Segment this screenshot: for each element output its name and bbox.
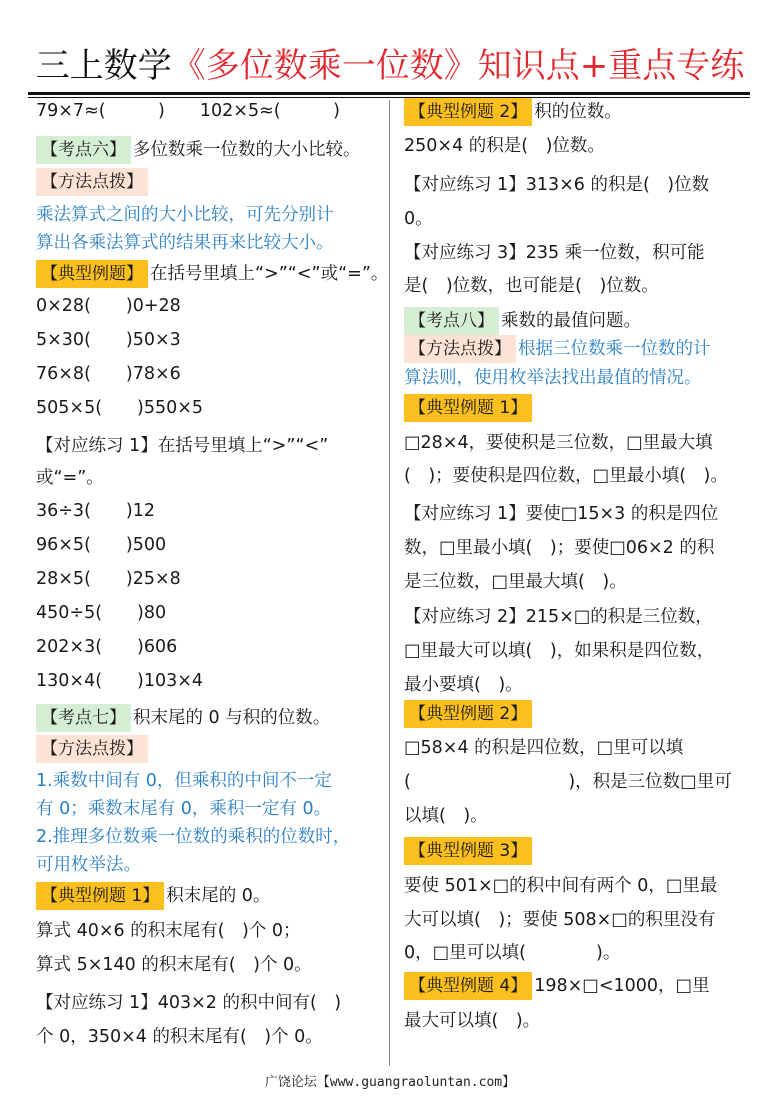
method-tip-2 bbox=[36, 735, 150, 763]
zeros-practice-a: 【对应练习 1】403×2 的积中间有( ) bbox=[36, 993, 342, 1013]
method-tag-1: 【方法点拨】 bbox=[36, 168, 148, 196]
example-tag-max-1: 【典型例题 1】 bbox=[404, 394, 532, 422]
practice-1-line-b: 或“=”。 bbox=[36, 468, 104, 488]
footer-url: 【www.guangraoluntan.com】 bbox=[316, 1075, 516, 1090]
max1-line-2: ( )；要使积是四位数，□里最小填( )。 bbox=[404, 466, 728, 486]
compare-item-3: 76×8( )78×6 bbox=[36, 364, 181, 384]
method-tag-3: 【方法点拨】 bbox=[404, 335, 516, 363]
example-heading-max-4 bbox=[404, 972, 710, 1000]
example-tag-max-4: 【典型例题 4】 bbox=[404, 972, 532, 1000]
method-text-3a: 根据三位数乘一位数的计 bbox=[518, 339, 711, 359]
method-tip-3 bbox=[404, 335, 711, 363]
max2-line-1: □58×4 的积是四位数，□里可以填 bbox=[404, 738, 684, 758]
compare-item-1: 0×28( )0+28 bbox=[36, 296, 181, 316]
max1-practice-1c: 是三位数，□里最大填( )。 bbox=[404, 572, 627, 592]
method-text-1b: 算出各乘法算式的结果再来比较大小。 bbox=[36, 233, 334, 253]
example-text-max-4: 198×□<1000，□里 bbox=[534, 976, 710, 996]
digits-practice-1b: 0。 bbox=[404, 209, 433, 229]
page-title bbox=[0, 44, 780, 88]
title-rule bbox=[28, 92, 750, 95]
footer bbox=[0, 1074, 780, 1092]
kaodian8-text: 乘数的最值问题。 bbox=[501, 311, 641, 331]
method-text-1a: 乘法算式之间的大小比较，可先分别计 bbox=[36, 205, 334, 225]
zeros-item-2: 算式 5×140 的积末尾有( )个 0。 bbox=[36, 955, 312, 975]
example-tag-compare: 【典型例题】 bbox=[36, 260, 148, 288]
compare-item-2: 5×30( )50×3 bbox=[36, 330, 181, 350]
title-rule-thin bbox=[28, 97, 750, 98]
zeros-practice-b: 个 0，350×4 的积末尾有( )个 0。 bbox=[36, 1027, 323, 1047]
zeros-item-1: 算式 40×6 的积末尾有( )个 0； bbox=[36, 921, 301, 941]
practice-item-4: 450÷5( )80 bbox=[36, 603, 167, 623]
method-tag-2: 【方法点拨】 bbox=[36, 735, 148, 763]
kaodian7-tag: 【考点七】 bbox=[36, 704, 131, 732]
section-kaodian7 bbox=[36, 704, 330, 732]
estimate-line: 79×7≈( ) 102×5≈( ) bbox=[36, 101, 340, 121]
compare-item-4: 505×5( )550×5 bbox=[36, 398, 204, 418]
example-text-compare: 在括号里填上“>”“<”或“=”。 bbox=[150, 264, 389, 284]
title-grade: 三上数学 bbox=[35, 46, 172, 86]
max1-practice-1b: 数，□里最小填( )；要使□06×2 的积 bbox=[404, 538, 715, 558]
max1-practice-2b: □里最大可以填( )，如果积是四位数， bbox=[404, 641, 715, 661]
method-text-3b: 算法则，使用枚举法找出最值的情况。 bbox=[404, 368, 702, 388]
method-text-2a: 1.乘数中间有 0，但乘积的中间不一定 bbox=[36, 771, 332, 791]
method-text-2d: 可用枚举法。 bbox=[36, 855, 141, 875]
max3-line-1: 要使 501×□的积中间有两个 0，□里最 bbox=[404, 876, 718, 896]
max3-line-2: 大可以填( )；要使 508×□的积里没有 bbox=[404, 910, 716, 930]
column-divider bbox=[389, 100, 390, 1066]
max1-line-1: □28×4，要使积是三位数，□里最大填 bbox=[404, 433, 713, 453]
example-tag-digits: 【典型例题 2】 bbox=[404, 98, 532, 126]
max4-line-2: 最大可以填( )。 bbox=[404, 1011, 541, 1031]
example-heading-compare bbox=[36, 260, 388, 288]
example-heading-zeros bbox=[36, 882, 270, 910]
max2-line-2: ( )，积是三位数□里可 bbox=[404, 772, 732, 792]
kaodian6-tag: 【考点六】 bbox=[36, 136, 131, 164]
section-kaodian8 bbox=[404, 307, 641, 335]
title-topic: 《多位数乘一位数》知识点+重点专练 bbox=[171, 46, 745, 86]
max1-practice-2c: 最小要填( )。 bbox=[404, 675, 523, 695]
kaodian8-tag: 【考点八】 bbox=[404, 307, 499, 335]
practice-item-2: 96×5( )500 bbox=[36, 535, 167, 555]
example-tag-max-3: 【典型例题 3】 bbox=[404, 837, 532, 865]
example-heading-digits bbox=[404, 98, 622, 126]
footer-site: 广饶论坛 bbox=[264, 1075, 317, 1090]
method-tip-1 bbox=[36, 168, 150, 196]
method-text-2c: 2.推理多位数乘一位数的乘积的位数时， bbox=[36, 827, 351, 847]
max1-practice-1a: 【对应练习 1】要使□15×3 的积是四位 bbox=[404, 504, 719, 524]
max3-line-3: 0，□里可以填( )。 bbox=[404, 943, 621, 963]
example-heading-max-3 bbox=[404, 837, 534, 865]
practice-item-3: 28×5( )25×8 bbox=[36, 569, 181, 589]
example-text-digits: 积的位数。 bbox=[534, 102, 622, 122]
practice-item-5: 202×3( )606 bbox=[36, 637, 178, 657]
section-kaodian6 bbox=[36, 136, 361, 164]
example-heading-max-1 bbox=[404, 394, 534, 422]
digits-practice-3a: 【对应练习 3】235 乘一位数，积可能 bbox=[404, 243, 705, 263]
practice-1-line-a: 【对应练习 1】在括号里填上“>”“<” bbox=[36, 436, 329, 456]
kaodian6-text: 多位数乘一位数的大小比较。 bbox=[133, 140, 361, 160]
kaodian7-text: 积末尾的 0 与积的位数。 bbox=[133, 708, 331, 728]
practice-item-1: 36÷3( )12 bbox=[36, 501, 155, 521]
digits-item-1: 250×4 的积是( )位数。 bbox=[404, 136, 605, 156]
example-tag-zeros: 【典型例题 1】 bbox=[36, 882, 164, 910]
digits-practice-1a: 【对应练习 1】313×6 的积是( )位数 bbox=[404, 175, 710, 195]
practice-item-6: 130×4( )103×4 bbox=[36, 671, 204, 691]
max1-practice-2a: 【对应练习 2】215×□的积是三位数， bbox=[404, 607, 713, 627]
example-text-zeros: 积末尾的 0。 bbox=[166, 886, 271, 906]
digits-practice-3b: 是( )位数，也可能是( )位数。 bbox=[404, 276, 659, 296]
max2-line-3: 以填( )。 bbox=[404, 806, 488, 826]
example-tag-max-2: 【典型例题 2】 bbox=[404, 700, 532, 728]
example-heading-max-2 bbox=[404, 700, 534, 728]
method-text-2b: 有 0；乘数末尾有 0，乘积一定有 0。 bbox=[36, 799, 332, 819]
